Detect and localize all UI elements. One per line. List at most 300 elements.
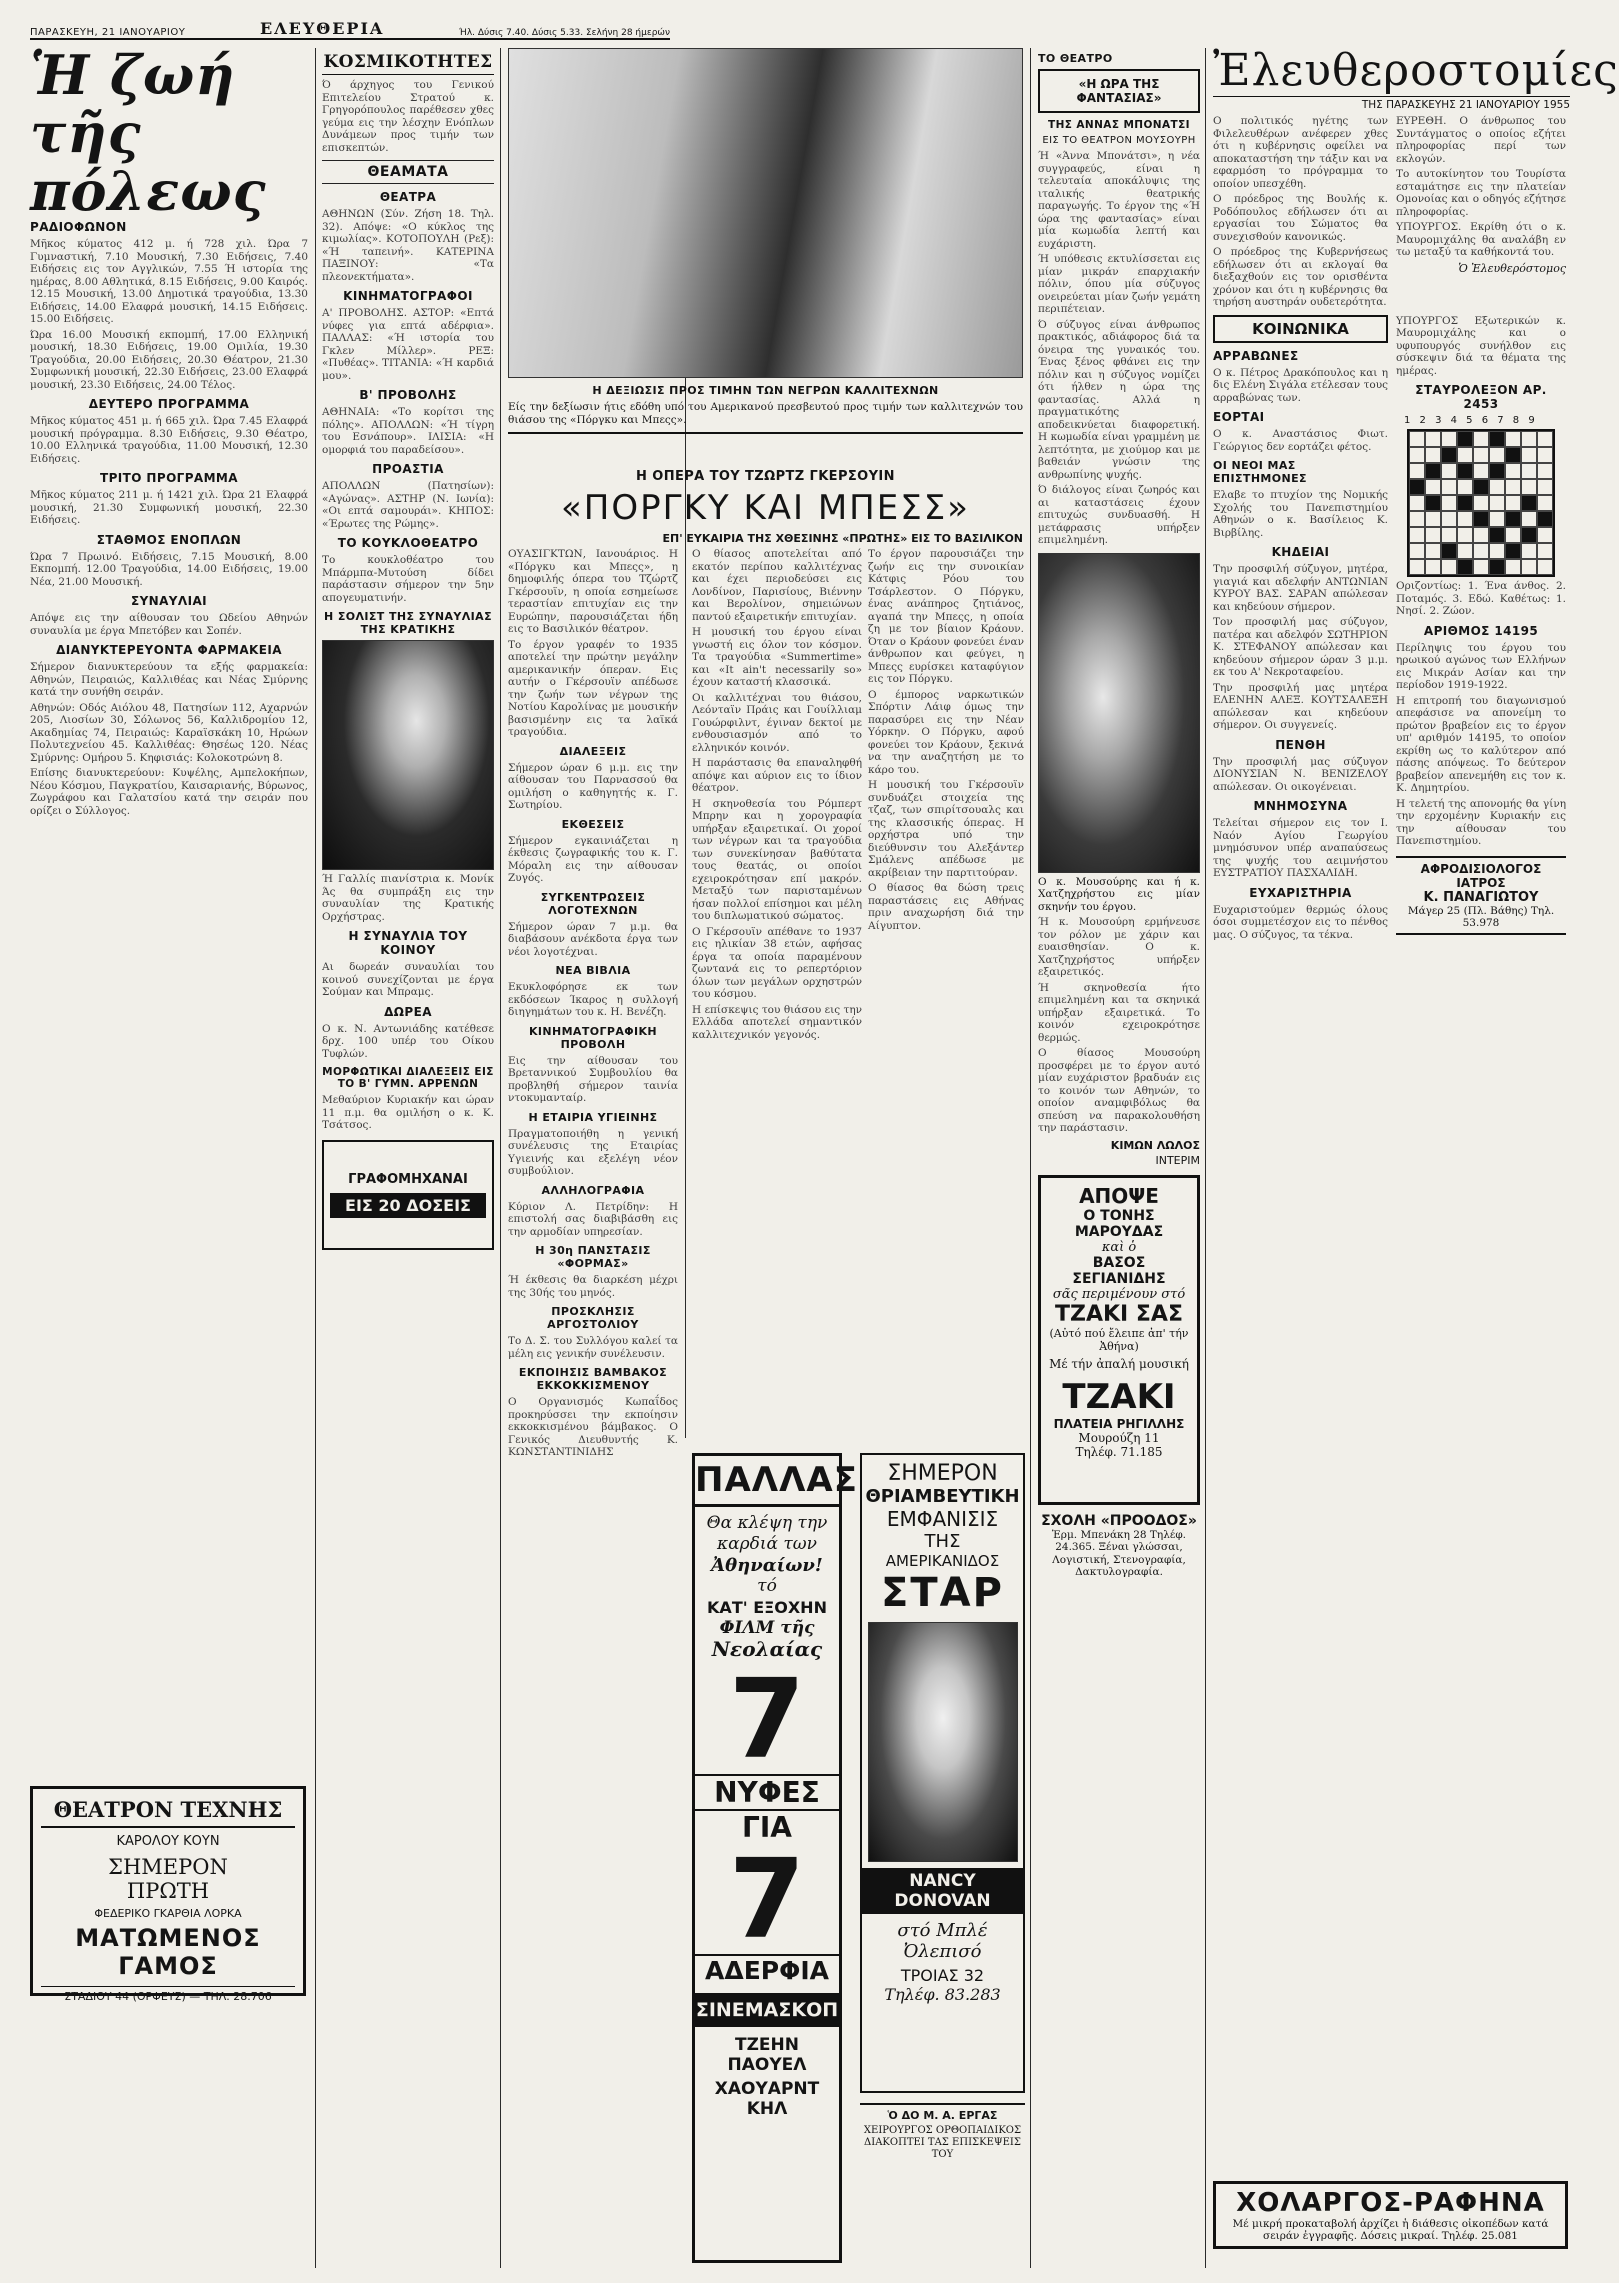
feature-paragraph-4: Η μουσική του έργου είναι γνωστή εις όλον τον κόσμον. Τα τραγούδια «Summertime» και «It ain't necessarily so» έχουν καταστή κλασσικά. <box>692 626 862 688</box>
star-address: ΤΡΟΙΑΣ 32 <box>900 1966 985 1985</box>
tzaki-ad <box>1038 1175 1200 1505</box>
theater-kicker: ΤΟ ΘΕΑΤΡΟ <box>1038 52 1113 65</box>
engagements-text: Ο κ. Πέτρος Δρακόπουλος και η δις Ελένη Σιγάλα ετέλεσαν τους αρραβώνας των. <box>1213 366 1388 404</box>
memorial-text: Τελείται σήμερον εις τον Ι. Ναόν Αγίου Γεωργίου μνημόσυνον υπέρ αναπαύσεως της ψυχής του αειμνήστου ΕΥΣΤΡΑΤΙΟΥ ΠΑΣΧΑΛΙΔΗ. <box>1213 817 1388 879</box>
crossword-cell <box>1457 511 1473 527</box>
crossword-cell <box>1409 447 1425 463</box>
tzaki-line-3: καὶ ὁ <box>1101 1239 1137 1255</box>
theater-signature: ΚΙΜΩΝ ΛΩΛΟΣ <box>1110 1138 1200 1152</box>
editorial-column-a <box>1213 115 1388 309</box>
column-theater-review <box>1038 46 1200 2268</box>
gift-heading: ΔΩΡΕΑ <box>384 1004 432 1019</box>
star-ad-line-1: ΣΗΜΕΡΟΝ <box>887 1461 998 1486</box>
social-text: Ό άρχηγος του Γενικού Επιτελείου Στρατού κ. Γρηγορόπουλος παρέθεσεν χθες γεύμα εις την λέσχην Ενόπλων Δυνάμεων προς τιμήν των επισκεπτών. <box>322 79 494 154</box>
editorial-paragraph-1: Ο πολιτικός ηγέτης των Φιλελευθέρων ανέφερεν χθες ότι η κυβέρνησις οφείλει να αποκαταστήση την τάξιν και να εφαρμόση το πρόγραμμα το οποίον υπεσχέθη. <box>1213 115 1388 190</box>
star-name: NANCY DONOVAN <box>862 1868 1023 1914</box>
doctor-right-address: Μάγερ 25 (Πλ. Βάθης) Τηλ. 53.978 <box>1407 904 1555 929</box>
crossword-cell <box>1441 495 1457 511</box>
editorial-paragraph-3: Ο πρόεδρος της Βουλής κ. Ροδόπουλος εδήλωσεν ότι αι εργασίαι του Σώματος θα συνεχισθούν κανονικώς. <box>1213 193 1388 243</box>
lecture-heading: ΜΟΡΦΩΤΙΚΑΙ ΔΙΑΛΕΞΕΙΣ ΕΙΣ ΤΟ Β' ΓΥΜΝ. ΑΡΡΕΝΩΝ <box>322 1066 494 1090</box>
porgy-feature <box>508 463 1023 551</box>
editorial-signature: Ὁ Ἐλευθερόστομος <box>1458 261 1566 275</box>
editorial-paragraph-extra-2: Το αυτοκίνητον του Τουρίστα εσταμάτησε εις την πλατείαν Ομονοίας και ο οδηγός εζήτησε πληροφορίας. <box>1396 168 1566 218</box>
notice-heading: ΣΥΓΚΕΝΤΡΩΣΕΙΣ ΛΟΓΟΤΕΧΝΩΝ <box>540 890 646 917</box>
tzaki-line-9: ΤΖΑΚΙ <box>1062 1376 1176 1417</box>
notice-heading: ΔΙΑΛΕΞΕΙΣ <box>559 744 627 758</box>
theater-paragraph-extra-2: Ό διάλογος είναι ζωηρός και αι καταστάσεις έχουν επιτυχώς συνδυασθή. Η μετάφρασις υπήρξεν επιμελημένη. <box>1038 484 1200 546</box>
notice-heading: ΑΛΛΗΛΟΓΡΑΦΙΑ <box>541 1183 645 1197</box>
lecture-text: Μεθαύριον Κυριακήν και ώραν 11 π.μ. θα ομιλήση ο κ. Κ. Τσάτσος. <box>322 1094 494 1131</box>
feature-paragraph-7: Η σκηνοθεσία του Ρόμπερτ Μπρην και η χορογραφία υπήρξαν εξαιρετικαί. Οι χοροί των νέγρων και τα τραγούδια των συνεκίνησαν βαθύτατα τους θεατάς, οι οποίοι εχειροκρότησαν επί μακρόν. Μεταξύ των παρισταμένων ήσαν πολλοί επίσημοι και μέλη του διπλωματικού σώματος. <box>692 797 862 922</box>
crossword-cell <box>1489 431 1505 447</box>
crossword-cell <box>1441 511 1457 527</box>
pharmacies-list-2: Επίσης διανυκτερεύουν: Κυψέλης, Αμπελοκήπων, Νέου Κόσμου, Παγκρατίου, Καισαριανής, Βύρωνος, Ζωγράφου και Γαλατσίου κατά την σειράν που ορίζει ο Σύλλογος. <box>30 767 308 817</box>
masthead <box>30 18 670 40</box>
crossword-cell <box>1409 511 1425 527</box>
radio-heading: ΡΑΔΙΟΦΩΝΟΝ <box>30 220 127 234</box>
cinemas-text: Α' ΠΡΟΒΟΛΗΣ. ΑΣΤΟΡ: «Επτά νύφες για επτά αδέρφια». ΠΑΛΛΑΣ: «Ή ιστορία του Γκλεν Μίλλερ». ΡΕΞ: «Πυθέας». ΤΙΤΑΝΙΑ: «Ή καρδιά μου». <box>322 307 494 382</box>
section-title: Ἡ ζωή τῆς πόλεως <box>30 43 267 223</box>
crossword-numbers: 1 2 3 4 5 6 7 8 9 <box>1404 415 1538 426</box>
editorial-paragraph-4: ΥΠΟΥΡΓΟΣ. Εκρίθη ότι ο κ. Μαυρομιχάλης θα αναλάβη εν τω μεταξύ τα καθήκοντά του. <box>1396 221 1566 258</box>
doctor-right-name: Κ. ΠΑΝΑΓΙΩΤΟΥ <box>1423 889 1539 905</box>
crossword-cell <box>1409 431 1425 447</box>
pallas-name: ΠΑΛΛΑΣ <box>695 1456 839 1507</box>
crossword-cell <box>1537 495 1553 511</box>
crossword-cell <box>1537 447 1553 463</box>
tzaki-line-7: (Αὐτό πού ἔλειπε ἀπ' τήν Ἀθήνα) <box>1049 1326 1189 1353</box>
crossword-cell <box>1409 543 1425 559</box>
public-concert-text: Αι δωρεάν συναυλίαι του κοινού συνεχίζονται με έργα Σούμαν και Μπραμς. <box>322 961 494 998</box>
funerals-text: Την προσφιλή σύζυγον, μητέρα, γιαγιά και αδελφήν ΑΝΤΩΝΙΑΝ ΚΥΡΟΥ ΒΑΣ. ΣΑΡΑΝ απώλεσαν και κηδεύουν σήμερον. <box>1213 563 1388 613</box>
crossword-cell <box>1537 559 1553 575</box>
crossword-cell <box>1521 527 1537 543</box>
feature-subtitle: ΕΠ' ΕΥΚΑΙΡΙΑ ΤΗΣ ΧΘΕΣΙΝΗΣ «ΠΡΩΤΗΣ» ΕΙΣ ΤΟ ΒΑΣΙΛΙΚΟΝ <box>662 532 1023 545</box>
memorial-heading: ΜΝΗΜΟΣΥΝΑ <box>1253 799 1348 813</box>
notice-heading: ΚΙΝΗΜΑΤΟΓΡΑΦΙΚΗ ΠΡΟΒΟΛΗ <box>528 1024 658 1051</box>
star-ad-line-4: ΤΗΣ <box>924 1531 961 1552</box>
theater-paragraph-4: Ή σκηνοθεσία ήτο επιμελημένη και τα σκηνικά υπήρξαν εξαιρετικά. Το κοινόν εχειροκρότησε θερμώς. <box>1038 981 1200 1044</box>
theater-paragraph-extra-3: Ο θίασος Μουσούρη προσφέρει με το έργον αυτό μίαν ευχάριστον βραδυάν εις το κοινόν των Αθηνών, το οποίον αναμφιβόλως θα σπεύση να παρακολουθήση την παράστασιν. <box>1038 1047 1200 1134</box>
crossword-cell <box>1537 543 1553 559</box>
tzaki-line-1: ΑΠΟΨΕ <box>1079 1183 1159 1208</box>
divider <box>508 432 1023 434</box>
pallas-word-3: ΑΔΕΡΦΙΑ <box>695 1954 839 1985</box>
feasts-heading: ΕΟΡΤΑΙ <box>1213 410 1265 424</box>
crossword-cell <box>1457 447 1473 463</box>
crossword-cell <box>1441 447 1457 463</box>
pallas-tagline-2: καρδιά των <box>716 1534 817 1554</box>
thanks-heading: ΕΥΧΑΡΙΣΤΗΡΙΑ <box>1249 885 1352 900</box>
public-concert-heading: Η ΣΥΝΑΥΛΙΑ ΤΟΥ ΚΟΙΝΟΥ <box>348 929 468 957</box>
crossword-cell <box>1505 479 1521 495</box>
theater-paragraph-3: Ή κ. Μουσούρη ερμήνευσε τον ρόλον με χάριν και ευαισθησίαν. Ο κ. Χατζηχρήστος υπήρξεν εξαιρετικός. <box>1038 916 1200 978</box>
ad-director: ΚΑΡΟΛΟΥ ΚΟΥΝ <box>116 1834 220 1849</box>
theaters-text: ΑΘΗΝΩΝ (Σύν. Ζήση 18. Τηλ. 32). Απόψε: «Ο κύκλος της κιμωλίας». ΚΟΤΟΠΟΥΛΗ (Ρεξ): «Ή ταπεινή». ΚΑΤΕΡΙΝΑ ΠΑΞΙΝΟΥ: «Τα πλεονεκτήματα». <box>322 208 494 283</box>
social-column-b <box>1396 315 1566 942</box>
pharmacies-heading: ΔΙΑΝΥΚΤΕΡΕΥΟΝΤΑ ΦΑΡΜΑΚΕΙΑ <box>56 643 282 657</box>
crossword-cell <box>1425 431 1441 447</box>
concerts-text: Απόψε εις την αίθουσαν του Ωδείου Αθηνών συναυλία με έργα Μπετόβεν και Σοπέν. <box>30 612 308 637</box>
feature-paragraph-3: Ο θίασος αποτελείται από εκατόν περίπου καλλιτέχνας και έχει περιοδεύσει εις Λονδίνον, Παρισίους, Βιέννην και Βερολίνον, σημειώνων παντού εξαιρετικήν επιτυχίαν. <box>692 548 862 623</box>
star-portrait <box>868 1622 1018 1862</box>
radio-listing-cont: Ώρα 16.00 Μουσική εκπομπή, 17.00 Ελληνική μουσική, 18.30 Ειδήσεις, 19.00 Ομιλία, 19.30 Τραγούδια, 20.00 Ειδήσεις, 20.30 Θέατρον, 21.30 Συμφωνική μουσική, 22.30 Ειδήσεις, 23.00 Ελαφρά μουσική, 23.30 Ειδήσεις, 24.00 Τέλος. <box>30 328 308 391</box>
ad-premiere: ΠΡΩΤΗ <box>126 1879 210 1903</box>
crossword-cell <box>1473 479 1489 495</box>
feature-paragraph-5: Οι καλλιτέχναι του θιάσου, Λεόνταϊν Πράις και Γουίλλιαμ Γουώρφιλντ, έγιναν δεκτοί με ενθουσιασμόν από το ελληνικόν κοινόν. <box>692 691 862 754</box>
star-club-ad <box>860 1453 1025 2093</box>
tzaki-line-6: ΤΖΑΚΙ ΣΑΣ <box>1055 1301 1183 1327</box>
crossword-cell <box>1505 447 1521 463</box>
crossword-cell <box>1441 543 1457 559</box>
pallas-num-1: 7 <box>728 1655 806 1783</box>
crossword-cell <box>1489 463 1505 479</box>
typewriter-ad-label: ΓΡΑΦΟΜΗΧΑΝΑΙ <box>348 1171 468 1187</box>
notice-text: Σήμερον εγκαινιάζεται η έκθεσις ζωγραφικής του κ. Γ. Μόραλη εις την αίθουσαν Ζυγός. <box>508 834 678 884</box>
crossword-cell <box>1473 527 1489 543</box>
funerals-heading: ΚΗΔΕΙΑΙ <box>1271 545 1330 559</box>
crossword-cell <box>1457 431 1473 447</box>
editorial-title: Ἐλευθεροστομίες <box>1213 45 1619 96</box>
cinemas-heading: ΚΙΝΗΜΑΤΟΓΡΑΦΟΙ <box>343 289 473 303</box>
lottery-text-2: Η επιτροπή του διαγωνισμού απεφάσισε να απονείμη το πρώτον βραβείον εις το έργον υπ' αριθμόν 14195, το οποίον εκρίθη ως το καλύτερον από πάσης απόψεως. Το δεύτερον βραβείον απενεμήθη εις τον κ. Κ. Δημητρίου. <box>1396 694 1566 794</box>
crossword-cell <box>1425 559 1441 575</box>
star-ad-line-2: ΘΡΙΑΜΒΕΥΤΙΚΗ <box>865 1486 1020 1507</box>
notice-heading: Η ΕΤΑΙΡΙΑ ΥΓΙΕΙΝΗΣ <box>528 1110 658 1124</box>
notice-heading: ΕΚΠΟΙΗΣΙΣ ΒΑΜΒΑΚΟΣ ΕΚΚΟΚΚΙΣΜΕΝΟΥ <box>518 1366 668 1392</box>
crossword-cell <box>1457 463 1473 479</box>
star-ad-line-3: ΕΜΦΑΝΙΣΙΣ <box>886 1507 999 1531</box>
station-heading: ΣΤΑΘΜΟΣ ΕΝΟΠΛΩΝ <box>96 532 242 547</box>
feature-kicker: Η ΟΠΕΡΑ ΤΟΥ ΤΖΩΡΤΖ ΓΚΕΡΣΟΥΙΝ <box>636 469 895 484</box>
crossword-cell <box>1505 431 1521 447</box>
new-scientists-text: Ελαβε το πτυχίον της Νομικής Σχολής του Πανεπιστημίου Αθηνών ο κ. Βασίλειος Κ. Βιρβίλης. <box>1213 489 1388 539</box>
crossword-cell <box>1473 511 1489 527</box>
theater-byline-2: ΕΙΣ ΤΟ ΘΕΑΤΡΟΝ ΜΟΥΣΟΥΡΗ <box>1042 135 1196 146</box>
soloist-heading: Η ΣΟΛΙΣΤ ΤΗΣ ΣΥΝΑΥΛΙΑΣ ΤΗΣ ΚΡΑΤΙΚΗΣ <box>323 610 492 636</box>
doctor-ad <box>860 2103 1025 2193</box>
crossword-cell <box>1521 543 1537 559</box>
funerals-text-2: Τον προσφιλή μας σύζυγον, πατέρα και αδελφόν ΣΩΤΗΡΙΟΝ Κ. ΣΤΕΦΑΝΟΥ απώλεσαν και κηδεύουν σήμερον ώραν 3 μ.μ. εκ του Α' Νεκροταφείου. <box>1213 616 1388 678</box>
crossword-cell <box>1521 463 1537 479</box>
crossword-cell <box>1425 543 1441 559</box>
holargos-ad <box>1213 2181 1568 2249</box>
notice-text: Ή έκθεσις θα διαρκέση μέχρι της 30ής του μηνός. <box>508 1274 678 1299</box>
pallas-tagline-4: τό <box>757 1576 777 1596</box>
notice-text: Σήμερον ώραν 6 μ.μ. εις την αίθουσαν του Παρνασσού θα ομιλήση ο καθηγητής κ. Γ. Σωτηρίου. <box>508 761 678 811</box>
notice-text: Πραγματοποιήθη η γενική συνέλευσις της Εταιρίας Υγιεινής και εξελέγη νέον συμβούλιον. <box>508 1127 678 1177</box>
tzaki-line-2: Ο ΤΟΝΗΣ ΜΑΡΟΥΔΑΣ <box>1074 1207 1164 1240</box>
social-column-a <box>1213 315 1388 942</box>
pharmacies-list: Αθηνών: Οδός Αιόλου 48, Πατησίων 112, Αχαρνών 205, Λιοσίων 30, Σόλωνος 56, Καλλιδρομίου 12, Ακαδημίας 74, Πειραιώς: Καραϊσκάκη 10, Ηρώων Πολυτεχνείου 45. Καλλιθέας: Θησέως 120. Νέας Σμύρνης: Ομήρου 5. Κηφισιάς: Κολοκοτρώνη 8. <box>30 701 308 764</box>
pallas-process: ΣΙΝΕΜΑΣΚΟΠ <box>695 1993 839 2027</box>
theater-scene-photo <box>1038 553 1200 873</box>
doctor-ad-right <box>1396 856 1566 935</box>
puppet-heading: ΤΟ ΚΟΥΚΛΟΘΕΑΤΡΟ <box>337 536 479 550</box>
crossword-cell <box>1425 527 1441 543</box>
column-notices <box>508 548 678 2268</box>
editorial-date: ΤΗΣ ΠΑΡΑΣΚΕΥΗΣ 21 ΙΑΝΟΥΑΡΙΟΥ 1955 <box>1213 96 1570 111</box>
crossword-cell <box>1537 511 1553 527</box>
reception-caption-head: Η ΔΕΞΙΩΣΙΣ ΠΡΟΣ ΤΙΜΗΝ ΤΩΝ ΝΕΓΡΩΝ ΚΑΛΛΙΤΕΧΝΩΝ <box>592 384 939 397</box>
star-phone: Τηλέφ. 83.283 <box>884 1985 1001 2004</box>
crossword-cell <box>1521 495 1537 511</box>
crossword-cell <box>1457 495 1473 511</box>
tzaki-line-5: σᾶς περιμένουν στό <box>1052 1286 1186 1302</box>
funerals-text-3: Την προσφιλή μας μητέρα ΕΛΕΝΗΝ ΑΛΕΞ. ΚΟΥΤΣΑΛΕΞΗ απώλεσαν και κηδεύουν σήμερον. Οι συγγενείς. <box>1213 681 1388 731</box>
school-head: ΣΧΟΛΗ «ΠΡΟΟΔΟΣ» <box>1041 1512 1197 1529</box>
crossword-cell <box>1473 543 1489 559</box>
crossword-cell <box>1473 431 1489 447</box>
crossword-cell <box>1489 543 1505 559</box>
star-ad-line-6: ΣΤΑΡ <box>881 1570 1004 1616</box>
concerts-heading: ΣΥΝΑΥΛΙΑΙ <box>130 594 207 608</box>
doctor-specialty: ΑΦΡΟΔΙΣΙΟΛΟΓΟΣ ΙΑΤΡΟΣ <box>1420 861 1542 890</box>
pallas-tagline-7: Νεολαίας <box>711 1637 823 1661</box>
crossword-cell <box>1457 479 1473 495</box>
pharmacies-text: Σήμερον διανυκτερεύουν τα εξής φαρμακεία: Αθηνών, Πειραιώς, Καλλιθέας και Νέας Σμύρνης κατά την συνήθη σειράν. <box>30 661 308 698</box>
feature-paragraph-10: Το έργον παρουσιάζει την ζωήν εις την συνοικίαν Κάτφις Ρόου του Τσάρλεστον. Ο Πόργκυ, ένας ανάπηρος ζητιάνος, αγαπά την Μπεςς, η οποία ζη με τον βίαιον Κράουν. Όταν ο Κράουν φονεύει έναν άνθρωπον και φεύγει, η Μπεςς ευρίσκει καταφύγιον εις τον Πόργκυ. <box>868 548 1024 685</box>
theater-paragraph-2: Ή υπόθεσις εκτυλίσσεται εις μίαν μικράν επαρχιακήν πόλιν, όπου μία σύζυγος ονειρεύεται μίαν ζωήν γεμάτη περιπέτειαν. <box>1038 253 1200 315</box>
second-program-text: Μῆκος κύματος 451 μ. ή 665 χιλ. Ώρα 7.45 Ελαφρά μουσική πρόγραμμα. 8.30 Ειδήσεις, 9.30 Θέατρο, 10.00 Ελληνικά τραγούδια, 11.00 Μουσική, 12.30 Ειδήσεις. <box>30 415 308 465</box>
school-ad <box>1038 1513 1200 1579</box>
notice-text: Εις την αίθουσαν του Βρεταννικού Συμβουλίου θα προβληθή σήμερον ταινία ντοκυμανταίρ. <box>508 1054 678 1104</box>
column-rule <box>1030 48 1031 2268</box>
pallas-star-1: ΤΖΕΗΝ ΠΑΟΥΕΛ <box>727 2035 807 2075</box>
mourning-heading: ΠΕΝΘΗ <box>1275 737 1326 752</box>
social-heading: ΚΟΣΜΙΚΟΤΗΤΕΣ <box>322 52 494 75</box>
ad-author: ΦΕΔΕΡΙΚΟ ΓΚΑΡΘΙΑ ΛΟΡΚΑ <box>94 1907 242 1920</box>
crossword-cell <box>1489 527 1505 543</box>
column-rule <box>1205 48 1206 2268</box>
tzaki-line-12: Τηλέφ. 71.185 <box>1075 1444 1163 1459</box>
station-text: Ώρα 7 Πρωινό. Ειδήσεις, 7.15 Μουσική, 8.00 Εκπομπή. 12.00 Τραγούδια, 14.00 Ειδήσεις, 19.00 Νέα, 21.00 Μουσική. <box>30 550 308 588</box>
ad-title: ΘΕΑΤΡΟΝ ΤΕΧΝΗΣ <box>41 1797 295 1828</box>
crossword-cell <box>1409 479 1425 495</box>
crossword-cell <box>1505 511 1521 527</box>
pallas-tagline <box>695 1513 839 1660</box>
school-text: Ἑρμ. Μπενάκη 28 Τηλέφ. 24.365. Ξέναι γλώσσαι, Λογιστική, Στενογραφία, Δακτυλογραφία. <box>1051 1528 1187 1578</box>
date-line: ΠΑΡΑΣΚΕΥΗ, 21 ΙΑΝΟΥΑΡΙΟΥ <box>30 27 186 38</box>
crossword-cell <box>1505 495 1521 511</box>
crossword-cell <box>1489 511 1505 527</box>
crossword-cell <box>1505 543 1521 559</box>
crossword-cell <box>1425 479 1441 495</box>
newspaper-page <box>30 18 1619 2268</box>
feature-paragraph-8: Ο Γκέρσουϊν απέθανε το 1937 εις ηλικίαν 38 ετών, αφήσας έργα τα οποία παραμένουν ζωντανά εις το ρεπερτόριον όλων των μεγάλων ορχηστρών του κόσμου. <box>692 925 862 1000</box>
star-venue: στό Μπλέ Ὀλεπισό <box>897 1920 988 1962</box>
lottery-heading: ΑΡΙΘΜΟΣ 14195 <box>1423 623 1539 638</box>
doctor-text: ΧΕΙΡΟΥΡΓΟΣ ΟΡΘΟΠΑΙΔΙΚΟΣ ΔΙΑΚΟΠΤΕΙ ΤΑΣ ΕΠΙΣΚΕΨΕΙΣ ΤΟΥ <box>863 2125 1022 2160</box>
crossword-cell <box>1441 463 1457 479</box>
feature-paragraph-1: ΟΥΑΣΙΓΚΤΩΝ, Ιανουάριος. Η «Πόργκυ και Μπεςς», η δημοφιλής όπερα του Τζώρτζ Γκέρσουϊν, η οποία εσημείωσε τεραστίαν επιτυχίαν εις την Ευρώπην, παρουσιάζεται ήδη εις το Βασιλικόν θέατρον. <box>508 548 678 635</box>
theater-photo-caption: Ο κ. Μουσούρης και ή κ. Χατζηχρήστου εις μίαν σκηνήν του έργου. <box>1038 875 1200 913</box>
pallas-tagline-6: ΦΙΛΜ τῆς <box>719 1618 815 1638</box>
third-program-heading: ΤΡΙΤΟ ΠΡΟΓΡΑΜΜΑ <box>100 471 238 485</box>
crossword-cell <box>1441 431 1457 447</box>
theater-interim: ΙΝΤΕΡΙΜ <box>1155 1153 1200 1167</box>
notice-text: Ο Οργανισμός Κωπαΐδος προκηρύσσει την εκποίησιν εκκοκκισμένου βάμβακος. Ο Γενικός Διευθυντής Κ. ΚΩΝΣΤΑΝΤΙΝΙΔΗΣ <box>508 1396 678 1458</box>
notice-heading: ΠΡΟΣΚΛΗΣΙΣ ΑΡΓΟΣΤΟΛΙΟΥ <box>547 1305 639 1331</box>
third-program-text: Μῆκος κύματος 211 μ. ή 1421 χιλ. Ώρα 21 Ελαφρά μουσική, 21.30 Συμφωνική μουσική, 22.30 Ειδήσεις. <box>30 489 308 526</box>
crossword-cell <box>1537 431 1553 447</box>
crossword-cell <box>1425 511 1441 527</box>
crossword-cell <box>1473 495 1489 511</box>
tzaki-line-10: ΠΛΑΤΕΙΑ ΡΗΓΙΛΛΗΣ <box>1053 1416 1185 1431</box>
notice-text: Σήμερον ώραν 7 μ.μ. θα διαβάσουν ανέκδοτα έργα των νέοι λογοτέχναι. <box>508 920 678 958</box>
theater-paragraph-1: Ή «Άννα Μπονάτσι», η νέα συγγραφεύς, είναι η τελευταία αποκάλυψις της ιταλικής θεατρικής παραγωγής. Το έργον της «Ή ώρα της φαντασίας» είναι μία κωμωδία λεπτή και ευχάριστη. <box>1038 150 1200 250</box>
crossword-cell <box>1473 559 1489 575</box>
pallas-num-2: 7 <box>728 1835 806 1963</box>
reception-caption: Είς την δεξίωσιν ήτις εδόθη υπό του Αμερικανού πρεσβευτού προς τιμήν των καλλιτεχνών του θιάσου της «Πόργκυ και Μπεςς». <box>508 401 1023 426</box>
crossword-cell <box>1505 527 1521 543</box>
editorial-column-b <box>1396 115 1566 309</box>
editorial-paragraph-2: ΕΥΡΕΘΗ. Ο άνθρωπος του Συντάγματος ο οποίος εζήτει πληροφορίας περί των εκλογών. <box>1396 115 1566 165</box>
crossword-cell <box>1489 447 1505 463</box>
thanks-text: Ευχαριστούμεν θερμώς όλους όσοι συμμετέσχον εις το πένθος μας. Ο σύζυγος, τα τέκνα. <box>1213 903 1388 941</box>
soloist-caption: Ή Γαλλίς πιανίστρια κ. Μονίκ Άς θα συμπράξη εις την συναυλίαν της Κρατικής Ορχήστρας. <box>322 873 494 923</box>
tzaki-line-8: Μέ τήν ἀπαλή μουσική <box>1049 1356 1189 1371</box>
theater-title: «Η ΩΡΑ ΤΗΣ ΦΑΝΤΑΣΙΑΣ» <box>1038 69 1200 113</box>
crossword-heading: ΣΤΑΥΡΟΛΕΞΟΝ ΑΡ. 2453 <box>1415 383 1547 411</box>
crossword-cell <box>1505 463 1521 479</box>
minister-note: ΥΠΟΥΡΓΟΣ Εξωτερικών κ. Μαυρομιχάλης και ο υφυπουργός συνήλθον εις σύσκεψιν διά τα θέματα της ημέρας. <box>1396 314 1566 377</box>
holargos-text: Μέ μικρή προκαταβολή ἀρχίζει ἡ διάθεσις οἰκοπέδων κατά σειράν ἐγγραφῆς. Δόσεις μικραί. Τηλέφ. 25.081 <box>1232 2218 1549 2242</box>
social-heading: ΚΟΙΝΩΝΙΚΑ <box>1213 315 1388 343</box>
crossword-cell <box>1409 527 1425 543</box>
pallas-tagline-5: ΚΑΤ' ΕΞΟΧΗΝ <box>707 1598 827 1617</box>
feature-title: «ΠΟΡΓΚΥ ΚΑΙ ΜΠΕΣΣ» <box>561 488 970 528</box>
notice-heading: ΕΚΘΕΣΕΙΣ <box>561 817 625 831</box>
second-program-heading: ΔΕΥΤΕΡΟ ΠΡΟΓΡΑΜΜΑ <box>88 397 250 411</box>
column-shows <box>322 46 494 2268</box>
crossword-cell <box>1409 559 1425 575</box>
puppet-text: Το κουκλοθέατρο του Μπάρμπα-Μυτούση δίδει παράστασιν σήμερον την 5ην απογευματινήν. <box>322 554 494 604</box>
crossword-cell <box>1489 495 1505 511</box>
crossword-cell <box>1489 559 1505 575</box>
crossword-grid <box>1407 429 1555 577</box>
crossword-cell <box>1537 527 1553 543</box>
crossword-cell <box>1441 559 1457 575</box>
crossword-cell <box>1409 463 1425 479</box>
crossword-cell <box>1537 463 1553 479</box>
crossword-cell <box>1425 495 1441 511</box>
radio-listing: Μῆκος κύματος 412 μ. ή 728 χιλ. Ώρα 7 Γυμναστική, 7.10 Μουσική, 7.30 Ειδήσεις, 7.40 Ειδήσεις εις τον Αγγλικών, 7.55 Ή ιστορία της ημέρας, 8.00 Αθλητικά, 8.15 Ειδήσεις, 9.00 Καιρός. 12.15 Μουσική, 13.00 Δημοτικά τραγούδια, 13.30 Ειδήσεις, 14.00 Ελαφρά μουσική, 14.15 Ειδήσεις. 15.00 Ειδήσεις. <box>30 238 308 325</box>
crossword-cell <box>1489 479 1505 495</box>
second-run-heading: Β' ΠΡΟΒΟΛΗΣ <box>359 388 457 402</box>
crossword-cell <box>1425 463 1441 479</box>
crossword-cell <box>1457 527 1473 543</box>
reception-photo <box>508 48 1023 378</box>
pallas-word-2: ΓΙΑ <box>742 1811 792 1844</box>
suburbs-heading: ΠΡΟΑΣΤΙΑ <box>372 462 444 476</box>
feature-paragraph-11: Ο έμπορος ναρκωτικών Σπόρτιν Λάιφ όμως την παρασύρει εις την Νέαν Υόρκην. Ο Πόργκυ, αφού φονεύει τον Κράουν, ξεκινά να την αναζητήση με το κάρο του. <box>868 688 1024 776</box>
crossword-cell <box>1537 479 1553 495</box>
sun-moon-note: Ήλ. Δύσις 7.40. Δύσις 5.33. Σελήνη 28 ήμερών <box>459 28 670 38</box>
crossword-cell <box>1521 559 1537 575</box>
tzaki-line-11: Μουρούζη 11 <box>1078 1430 1160 1445</box>
theaters-heading: ΘΕΑΤΡΑ <box>379 190 437 204</box>
short-notices <box>508 745 678 1459</box>
column-city-life <box>30 43 308 2268</box>
notice-text: Κύριον Λ. Πετρίδην: Η επιστολή σας διαβιβάσθη εις την αρμοδίαν υπηρεσίαν. <box>508 1200 678 1238</box>
crossword-cell <box>1441 479 1457 495</box>
crossword-cell <box>1441 527 1457 543</box>
crossword-cell <box>1473 463 1489 479</box>
pallas-tagline-3: Ἀθηναίων! <box>711 1555 823 1576</box>
pallas-word-1: ΝΥΦΕΣ <box>695 1774 839 1811</box>
second-run-text: ΑΘΗΝΑΙΑ: «Το κορίτσι της πόλης». ΑΠΟΛΛΩΝ: «Ή τίγρη του Εσνάπουρ». ΙΛΙΣΙΑ: «Η ομορφιά του παραδείσου». <box>322 406 494 456</box>
column-feature-cont-2 <box>868 548 1024 1418</box>
crossword-cell <box>1457 543 1473 559</box>
feature-paragraph-2: Το έργον γραφέν το 1935 αποτελεί την πρώτην μεγάλην αμερικανικήν όπεραν. Εις αυτήν ο Γκέρσουϊν απέδωσε την ζωήν των νέγρων της Νοτίου Καρολίνας με μουσικήν βασισμένην εις τα λαϊκά τραγούδια. <box>508 638 678 738</box>
editorial-paragraph-extra: Ο πρόεδρος της Κυβερνήσεως εδήλωσεν ότι αι εκλογαί θα διεξαχθούν εις τον ορισθέντα χρόνον και ότι η κυβέρνησις θα τηρήση αυστηράν ουδετερότητα. <box>1213 246 1388 308</box>
crossword-cell <box>1425 447 1441 463</box>
crossword-cell <box>1409 495 1425 511</box>
feature-paragraph-9: Η επίσκεψις του θιάσου εις την Ελλάδα αποτελεί σημαντικόν καλλιτεχνικόν γεγονός. <box>692 1003 862 1041</box>
column-rule <box>315 48 316 2268</box>
pallas-cinema-ad <box>692 1453 858 2263</box>
typewriter-ad-price: ΕΙΣ 20 ΔΟΣΕΙΣ <box>330 1193 486 1218</box>
crossword-cell <box>1473 447 1489 463</box>
ad-today: ΣΗΜΕΡΟΝ <box>108 1855 228 1879</box>
crossword-cell <box>1521 431 1537 447</box>
star-ad-line-5: ΑΜΕΡΙΚΑΝΙΔΟΣ <box>885 1552 1000 1570</box>
notice-text: Το Δ. Σ. του Συλλόγου καλεί τα μέλη εις γενικήν συνέλευσιν. <box>508 1335 678 1360</box>
mourning-text: Την προσφιλή μας σύζυγον ΔΙΟΝΥΣΙΑΝ Ν. ΒΕΝΙΖΕΛΟΥ απώλεσαν. Οι οικογένειαι. <box>1213 755 1388 793</box>
crossword-cell <box>1457 559 1473 575</box>
crossword-cell <box>1505 559 1521 575</box>
notice-heading: Η 30η ΠΑΝΣΤΑΣΙΣ «ΦΟΡΜΑΣ» <box>535 1244 651 1270</box>
notice-heading: ΝΕΑ ΒΙΒΛΙΑ <box>555 964 631 977</box>
feature-paragraph-13: Ο θίασος θα δώση τρεις παραστάσεις εις Αθήνας πριν αναχωρήση διά την Αίγυπτον. <box>868 882 1024 932</box>
soloist-photo <box>322 640 494 870</box>
crossword-cell <box>1521 511 1537 527</box>
ad-address: ΣΤΑΔΙΟΥ 44 (ΟΡΦΕΥΣ) — ΤΗΛ. 28.706 <box>41 1986 295 2003</box>
pallas-tagline-1: Θα κλέψη την <box>706 1513 828 1533</box>
crossword-clues: Οριζοντίως: 1. Ένα άνθος. 2. Ποταμός. 3. Εδώ. Καθέτως: 1. Νησί. 2. Ζώον. <box>1396 580 1566 617</box>
notice-text: Εκυκλοφόρησε εκ των εκδόσεων Ίκαρος η συλλογή διηγημάτων του κ. Η. Βενέζη. <box>508 981 678 1018</box>
social-block <box>1213 315 1570 942</box>
feature-paragraph-12: Η μουσική του Γκέρσουϊν συνδυάζει στοιχεία της τζαζ, των σπιρίτσουαλς και της κλασσικής όπερας. Η ορχήστρα υπό την διεύθυνσιν του Αλεξάντερ Σμάλενς απέδωσε με ακρίβειαν την παρτιτούραν. <box>868 779 1024 879</box>
pallas-star-2: ΧΑΟΥΑΡΝΤ ΚΗΛ <box>714 2079 820 2119</box>
suburbs-text: ΑΠΟΛΛΩΝ (Πατησίων): «Αγώνας». ΑΣΤΗΡ (Ν. Ιωνία): «Οι επτά σαμουράι». ΚΗΠΟΣ: «Έρωτες της Ρώμης». <box>322 480 494 530</box>
paper-name: ΕΛΕΥΘΕΡΙΑ <box>260 19 385 38</box>
theater-paragraph-extra: Ό σύζυγος είναι άνθρωπος πρακτικός, αδιάφορος διά τα όνειρα της γυναικός του. Ένας ξένος φθάνει εις την πόλιν και η σύζυγος νομίζει ότι ήλθεν η ώρα της φαντασίας. Αλλά η πραγματικότης αποδεικνύεται διαφορετική. Η κωμωδία είναι γραμμένη με λεπτότητα, με χιούμορ και με βαθειάν γνώσιν της ανθρωπίνης ψυχής. <box>1038 318 1200 481</box>
theater-byline-1: ΤΗΣ ΑΝΝΑΣ ΜΠΟΝΑΤΣΙ <box>1048 119 1190 131</box>
column-rule <box>500 48 501 2268</box>
feature-paragraph-6: Η παράστασις θα επαναληφθή απόψε και αύριον εις το ίδιον θέατρον. <box>692 757 862 794</box>
lottery-text: Περίληψις του έργου του ηρωικού αγώνος των Ελλήνων εις Μικράν Ασίαν και την περίοδον 1919-1922. <box>1396 641 1566 691</box>
engagements-heading: ΑΡΡΑΒΩΝΕΣ <box>1213 348 1299 363</box>
reception-photo-block <box>508 48 1023 440</box>
holargos-head: ΧΟΛΑΡΓΟΣ-ΡΑΦΗΝΑ <box>1236 2188 1545 2218</box>
crossword-cell <box>1521 447 1537 463</box>
tzaki-line-4: ΒΑΣΟΣ ΣΕΓΙΑΝΙΔΗΣ <box>1072 1254 1166 1287</box>
ad-play: ΜΑΤΩΜΕΝΟΣ ΓΑΜΟΣ <box>75 1924 261 1980</box>
crossword-cell <box>1521 479 1537 495</box>
doctor-name: Ὁ ΔΟ Μ. Α. ΕΡΓΑΣ <box>887 2109 998 2122</box>
theater-techni-ad <box>30 1786 306 2003</box>
editorial-body <box>1213 115 1570 309</box>
feasts-text: Ο κ. Αναστάσιος Φιωτ. Γεώργιος δεν εορτάζει φέτος. <box>1213 428 1388 453</box>
gift-text: Ο κ. Ν. Αντωνιάδης κατέθεσε δρχ. 100 υπέρ του Οίκου Τυφλών. <box>322 1022 494 1060</box>
shows-heading: ΘΕΑΜΑΤΑ <box>322 160 494 184</box>
column-editorial <box>1213 45 1619 2268</box>
typewriter-ad <box>322 1140 494 1250</box>
lottery-text-3: Η τελετή της απονομής θα γίνη την ερχομένην Κυριακήν εις την αίθουσαν του Πανεπιστημίου. <box>1396 797 1566 847</box>
new-scientists-heading: ΟΙ ΝΕΟΙ ΜΑΣ ΕΠΙΣΤΗΜΟΝΕΣ <box>1213 459 1307 485</box>
